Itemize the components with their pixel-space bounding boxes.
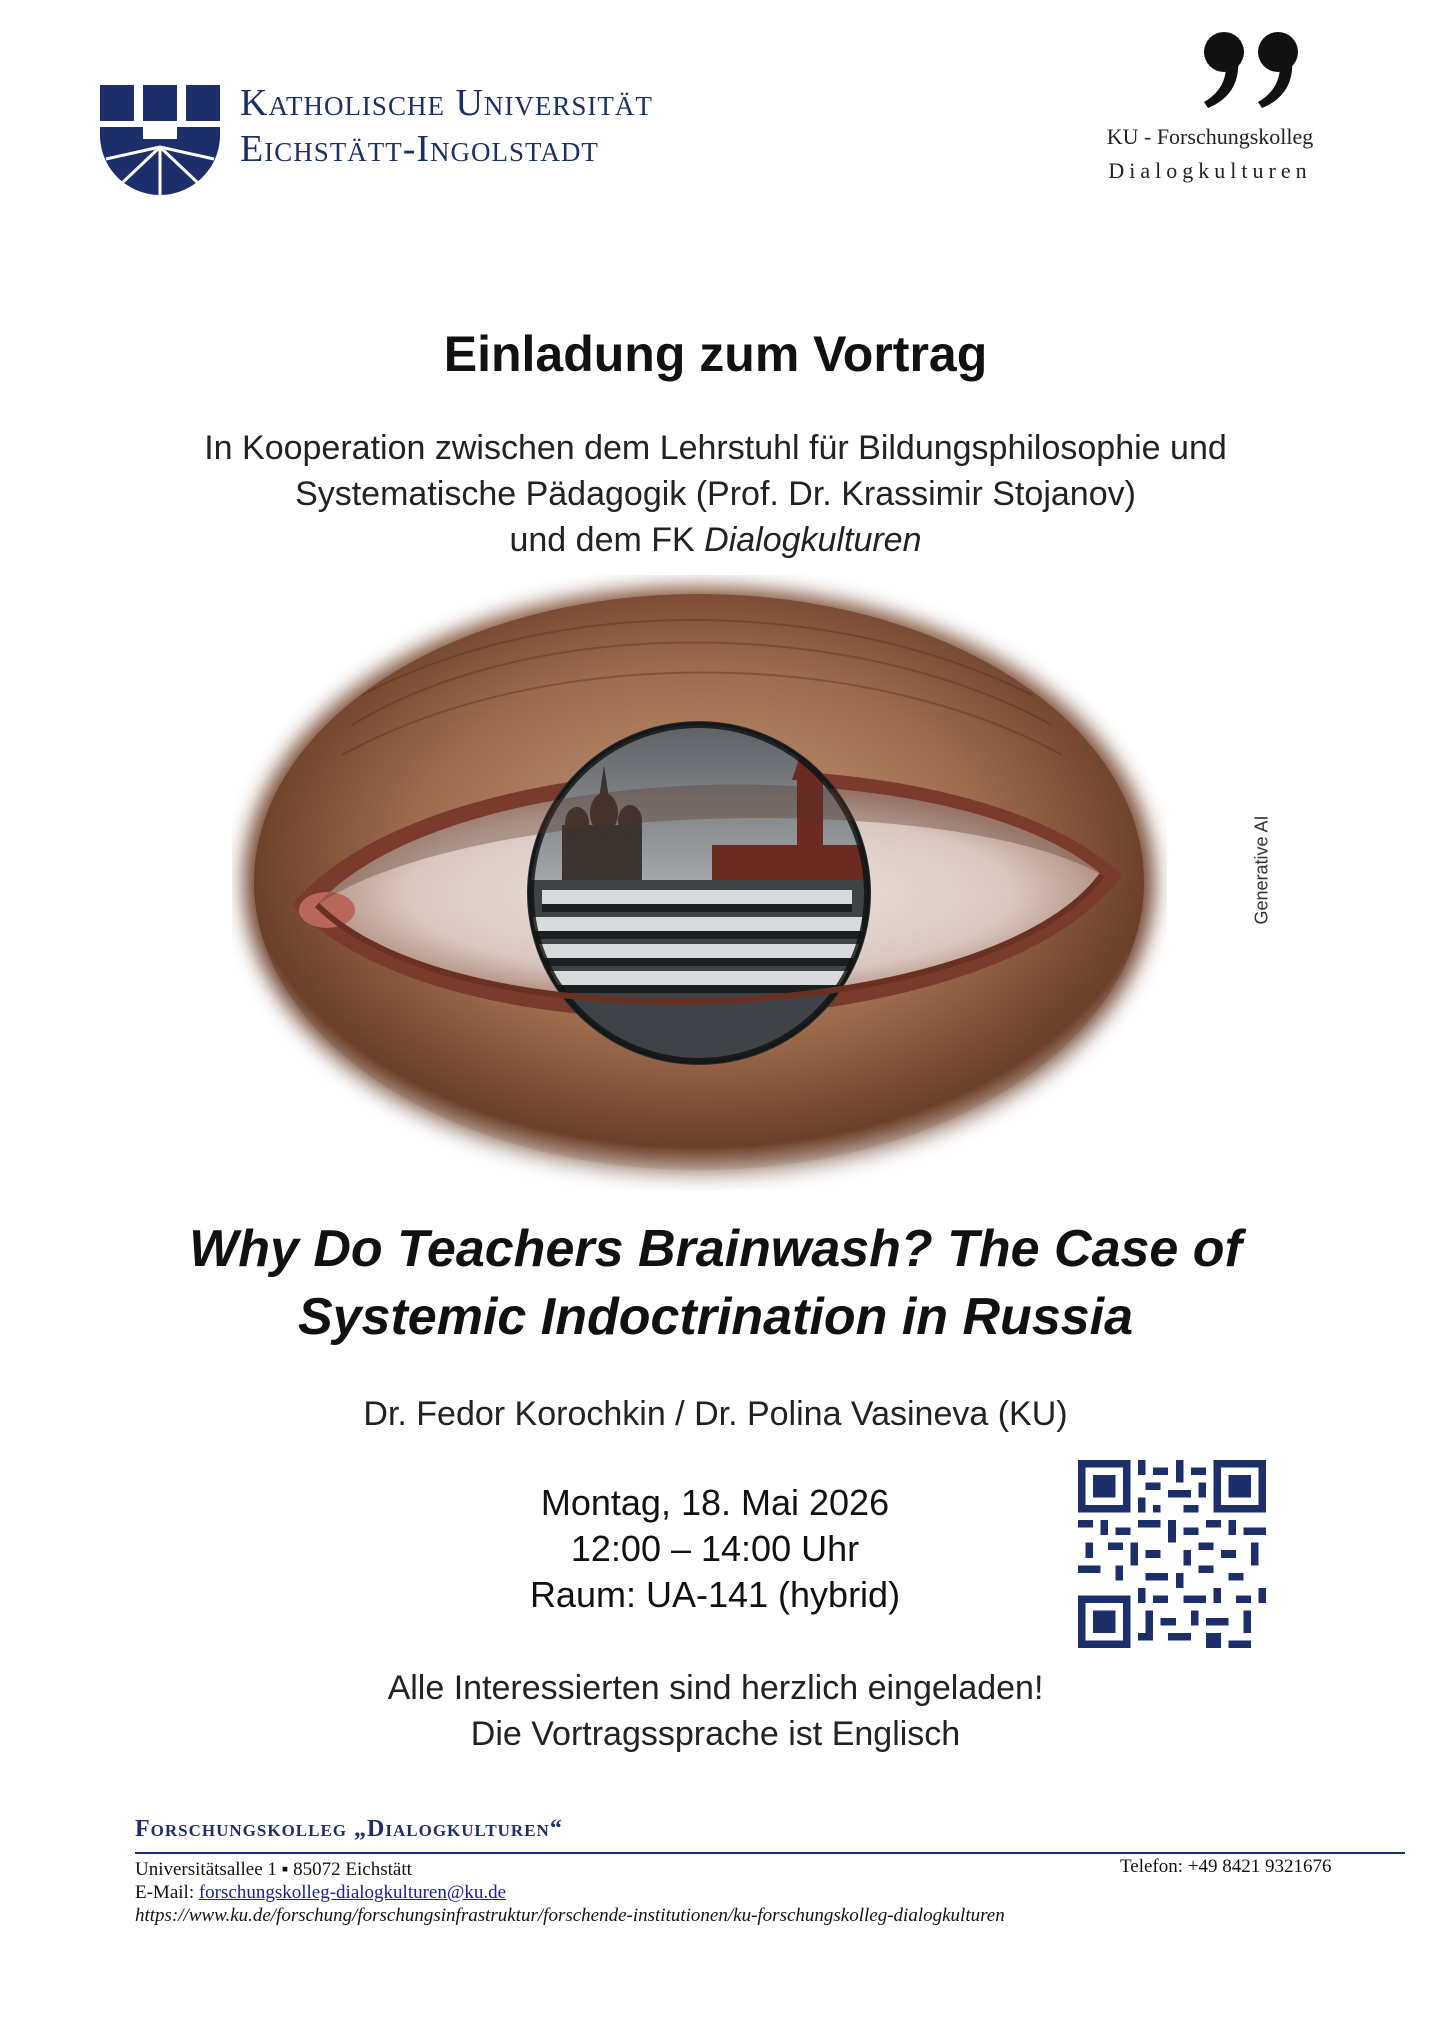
- university-name-line1: Katholische Universität: [240, 82, 653, 124]
- cooperation-line3: [60, 517, 1371, 563]
- footer-email-line: [135, 1881, 1005, 1904]
- footer-email-label: E-Mail:: [135, 1882, 199, 1903]
- research-college-line1: KU - Forschungskolleg: [1106, 124, 1314, 149]
- event-time: 12:00 – 14:00 Uhr: [570, 1528, 860, 1569]
- closing-line1: Alle Interessierten sind herzlich eingeladen!: [387, 1669, 1044, 1707]
- university-shield-logo-icon: [100, 85, 220, 197]
- image-credit: Generative AI: [1251, 815, 1272, 925]
- quotation-marks-logo-icon: [1200, 30, 1310, 110]
- eye-illustration: [232, 575, 1167, 1190]
- footer-divider: [135, 1852, 1405, 1854]
- event-room: Raum: UA-141 (hybrid): [529, 1574, 901, 1615]
- talk-title: [40, 1215, 1391, 1351]
- cooperation-line2: Systematische Pädagogik (Prof. Dr. Krassimir Stojanov): [295, 475, 1136, 513]
- closing-line2: Die Vortragssprache ist Englisch: [470, 1715, 961, 1753]
- closing-text: [0, 1665, 1431, 1757]
- footer-email-link[interactable]: forschungskolleg-dialogkulturen@ku.de: [198, 1882, 507, 1903]
- footer-title: Forschungskolleg „Dialogkulturen“: [135, 1816, 563, 1842]
- research-college-name: [1060, 120, 1360, 188]
- cooperation-line3-prefix: und dem FK: [509, 521, 705, 559]
- university-name-line2: Eichstätt-Ingolstadt: [240, 128, 599, 170]
- footer-url[interactable]: https://www.ku.de/forschung/forschungsinfrastruktur/forschende-institutionen/ku-forschungskolleg-dialogkulturen: [135, 1905, 1005, 1926]
- cooperation-line1: In Kooperation zwischen dem Lehrstuhl für Bildungsphilosophie und: [204, 429, 1227, 467]
- qr-code-icon[interactable]: [1078, 1460, 1266, 1648]
- cooperation-line3-italic: Dialogkulturen: [704, 521, 922, 559]
- event-date: Montag, 18. Mai 2026: [540, 1482, 890, 1523]
- footer-phone: Telefon: +49 8421 9321676: [1120, 1856, 1332, 1877]
- research-college-line2: Dialogkulturen: [1108, 158, 1312, 183]
- footer-contact: [135, 1858, 1005, 1927]
- footer-address: Universitätsallee 1 ▪ 85072 Eichstätt: [135, 1859, 412, 1880]
- speakers: Dr. Fedor Korochkin / Dr. Polina Vasineva (KU): [363, 1395, 1068, 1433]
- event-details: [430, 1480, 1000, 1618]
- talk-title-line1: Why Do Teachers Brainwash? The Case of: [189, 1220, 1242, 1278]
- university-name: [240, 80, 653, 172]
- invitation-title: Einladung zum Vortrag: [443, 326, 988, 382]
- cooperation-text: [60, 425, 1371, 563]
- talk-title-line2: Systemic Indoctrination in Russia: [297, 1288, 1134, 1346]
